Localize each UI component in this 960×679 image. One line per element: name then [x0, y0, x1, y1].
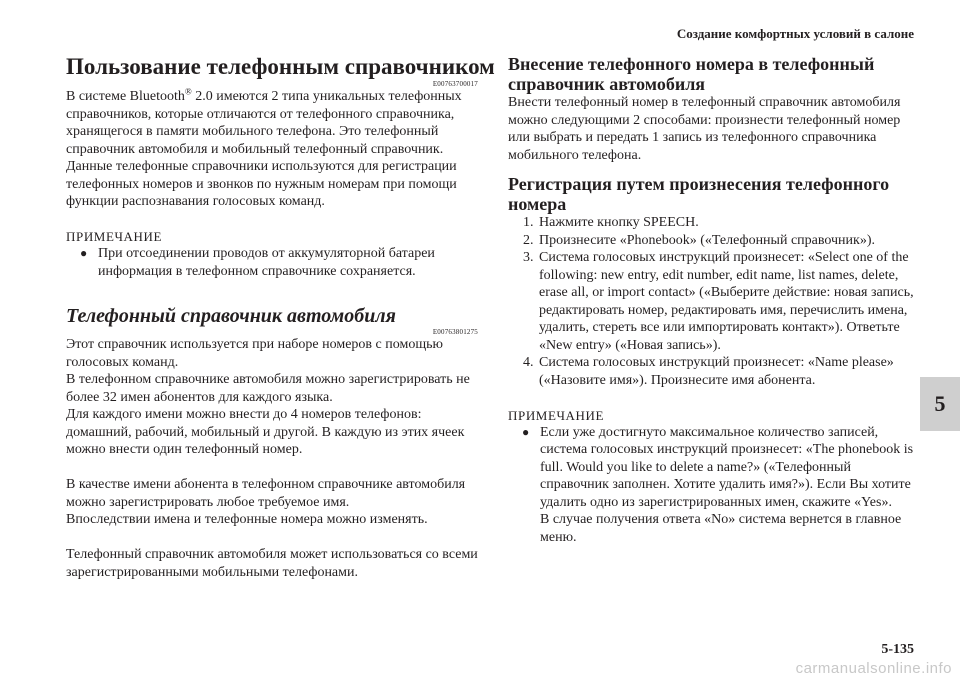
note-title: ПРИМЕЧАНИЕ [508, 407, 605, 423]
section-title-voice-registration: Регистрация путем произнесения телефонного номера [508, 174, 890, 214]
section-code: E00763700017 [432, 80, 478, 88]
watermark: carmanualsonline.info [795, 660, 952, 677]
bullet-dot-icon: ● [522, 424, 530, 439]
page-number: 5-135 [881, 642, 914, 657]
section-title-phonebook-usage: Пользование телефонным справочником [66, 54, 495, 79]
chapter-tab: 5 [920, 377, 960, 431]
paragraph: В качестве имени абонента в телефонном справочнике автомобиля можно зарегистрировать любое требуемое имя. [66, 477, 466, 510]
section-title-vehicle-phonebook: Телефонный справочник автомобиля [66, 305, 396, 327]
list-item: 1. Нажмите кнопку SPEECH. [523, 215, 699, 230]
list-item: 2. Произнесите «Phonebook» («Телефонный справочник»). [523, 232, 876, 248]
paragraph: Впоследствии имена и телефонные номера можно изменять. [66, 512, 428, 527]
note-bullet: ● При отсоединении проводов от аккумуляторной батареи информация в телефонном справочнике сохраняется. [80, 246, 435, 279]
paragraph: Для каждого имени можно внести до 4 номеров телефонов: домашний, рабочий, мобильный и другой. В каждую из этих ячеек можно внести один телефонный номер. [66, 407, 465, 457]
section-code: E00763801275 [432, 328, 478, 336]
left-column [66, 54, 495, 581]
list-item: 3. Система голосовых инструкций произнесет: «Select one of the following: new entry, edit number, edit name, list names, delete, erase all, or import contact» («Выберите действие: новая запись, редактировать номер, редактировать имя, перечислить имена, удалить, стереть все или импортировать контакт»). Ответьте «New entry» («Новая запись»). [523, 250, 914, 353]
paragraph: Этот справочник используется при наборе номеров с помощью голосовых команд. [66, 337, 443, 370]
paragraph: Телефонный справочник автомобиля может использоваться со всеми зарегистрированными мобильными телефонами. [66, 547, 478, 580]
paragraph: В системе Bluetooth® 2.0 имеются 2 типа уникальных телефонных справочников, которые отличаются от телефонного справочника, хранящегося в памяти мобильного телефона. Это телефонный справочник автомобиля и мобильный телефонный справочник. Данные телефонные справочники используются для регистрации телефонных номеров и звонков по нужным номерам при помощи функции распознавания голосовых команд. [66, 86, 462, 209]
registered-mark: ® [184, 86, 192, 97]
steps-list [508, 214, 918, 389]
section-title-add-number: Внесение телефонного номера в телефонный справочник автомобиля [508, 54, 875, 94]
paragraph: В телефонном справочнике автомобиля можно зарегистрировать не более 32 имен абонентов для каждого языка. [66, 372, 470, 405]
note-bullet: ● Если уже достигнуто максимальное количество записей, система голосовых инструкций произнесет: «The phonebook is full. Would you like to delete a name?» («Телефонный справочник заполнен. Хотите удалить имя?»). Если Вы хотите удалить одно из зарегистрированных имен, скажите «Yes». В случае получения ответа «No» система вернется в главное меню. [522, 424, 914, 545]
bullet-dot-icon: ● [80, 246, 88, 260]
note-title: ПРИМЕЧАНИЕ [66, 229, 163, 244]
list-item: 4. Система голосовых инструкций произнесет: «Name please» («Назовите имя»). Произнесите имя абонента. [523, 355, 894, 388]
right-column [508, 54, 918, 546]
header-title: Создание комфортных условий в салоне [676, 26, 914, 41]
paragraph: Внести телефонный номер в телефонный справочник автомобиля можно следующими 2 способами: произнести телефонный номер или выбрать и передать 1 запись из телефонного справочника мобильного телефона. [508, 95, 901, 163]
